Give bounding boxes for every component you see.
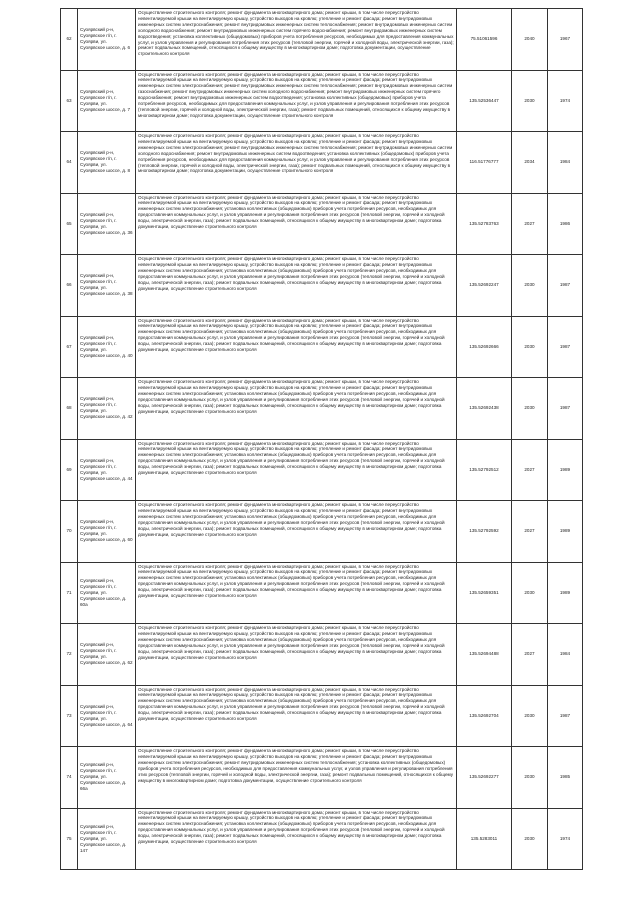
works-cell: Осуществление строительного контроля; ремонт фундамента многоквартирного дома; ремонт крыши, в том числе переустройство невентилируемой крыши на вентилируемую крышу, устройство выходов на кровлю; утепление и ремонт фасада; ремонт внутридомовых инженерных систем электроснабжения; установка коллективных (общедомовых) приборов учета потребления ресурсов, необходимых для предоставления коммунальных услуг, и узлов управления и регулирования потребления этих ресурсов (тепловой энергии, горячей и холодной воды, электрической энергии, газа); ремонт подвальных помещений, относящихся к общему имуществу в многоквартирном доме; подготовка документации, осуществление строительного контроля — [136, 501, 457, 563]
built-year-cell: 1984 — [548, 132, 583, 194]
address-cell: Суоярвский р-н, Суоярвское г/п, г. Суоярви, ул. Суоярвское шоссе, д. 38 — [78, 255, 136, 317]
works-cell: Осуществление строительного контроля; ремонт фундамента многоквартирного дома; ремонт крыши, в том числе переустройство невентилируемой крыши на вентилируемую крышу, устройство выходов на кровлю; утепление и ремонт фасада; ремонт внутридомовых инженерных систем электроснабжения; ремонт внутридомовых инженерных систем теплоснабжения; ремонт внутридомовых инженерных систем холодного водоснабжения; ремонт внутридомовых инженерных систем горячего водоснабжения; ремонт внутридомовых инженерных систем водоотведения; установка коллективных (общедомовых) приборов учета потребления ресурсов, необходимых для предоставления коммунальных услуг, и узлов управления и регулирования потребления этих ресурсов (тепловой энергии, горячей и холодной воды, электрической энергии, газа); ремонт подвальных помещений, относящихся к общему имуществу в многоквартирном доме; подготовка документации, осуществление строительного контроля — [136, 9, 457, 71]
row-number: 73 — [61, 685, 78, 747]
row-number: 69 — [61, 439, 78, 501]
works-cell: Осуществление строительного контроля; ремонт фундамента многоквартирного дома; ремонт крыши, в том числе переустройство невентилируемой крыши на вентилируемую крышу, устройство выходов на кровлю; утепление и ремонт фасада; ремонт внутридомовых инженерных систем электроснабжения; ремонт внутридомовых инженерных систем теплоснабжения; установка коллективных (общедомовых) приборов учета потребления ресурсов, необходимых для предоставления коммунальных услуг, и узлов управления и регулирования потребления этих ресурсов (тепловой энергии, горячей и холодной воды, электрической энергии, газа); ремонт подвальных помещений, относящихся к общему имуществу в многоквартирном доме; подготовка документации, осуществление строительного контроля — [136, 747, 457, 809]
address-cell: Суоярвский р-н, Суоярвское г/п, г. Суоярви, ул. Суоярвское шоссе, д. 62 — [78, 624, 136, 686]
value-cell: 135.52692704 — [457, 685, 512, 747]
planned-year-cell: 2027 — [512, 501, 548, 563]
value-cell: 135.52692438 — [457, 378, 512, 440]
built-year-cell: 1989 — [548, 562, 583, 624]
value-cell: 135.52694488 — [457, 624, 512, 686]
works-cell: Осуществление строительного контроля; ремонт фундамента многоквартирного дома; ремонт крыши, в том числе переустройство невентилируемой крыши на вентилируемую крышу, устройство выходов на кровлю; утепление и ремонт фасада; ремонт внутридомовых инженерных систем электроснабжения; установка коллективных (общедомовых) приборов учета потребления ресурсов, необходимых для предоставления коммунальных услуг, и узлов управления и регулирования потребления этих ресурсов (тепловой энергии, горячей и холодной воды, электрической энергии, газа); ремонт подвальных помещений, относящихся к общему имуществу в многоквартирном доме; подготовка документации, осуществление строительного контроля — [136, 378, 457, 440]
built-year-cell: 1987 — [548, 378, 583, 440]
planned-year-cell: 2030 — [512, 70, 548, 132]
works-cell: Осуществление строительного контроля; ремонт фундамента многоквартирного дома; ремонт крыши, в том числе переустройство невентилируемой крыши на вентилируемую крышу, устройство выходов на кровлю; утепление и ремонт фасада; ремонт внутридомовых инженерных систем электроснабжения; установка коллективных (общедомовых) приборов учета потребления ресурсов, необходимых для предоставления коммунальных услуг, и узлов управления и регулирования потребления этих ресурсов (тепловой энергии, горячей и холодной воды, электрической энергии, газа); ремонт подвальных помещений, относящихся к общему имуществу в многоквартирном доме; подготовка документации, осуществление строительного контроля — [136, 316, 457, 378]
table-row — [61, 193, 583, 255]
value-cell: 135.5283011 — [457, 808, 512, 870]
value-cell: 135.52783763 — [457, 193, 512, 255]
built-year-cell: 1987 — [548, 685, 583, 747]
built-year-cell: 1967 — [548, 9, 583, 71]
row-number: 66 — [61, 255, 78, 317]
address-cell: Суоярвский р-н, Суоярвское г/п, г. Суоярви, ул. Суоярвское шоссе, д. 60а — [78, 562, 136, 624]
address-cell: Суоярвский р-н, Суоярвское г/п, г. Суоярви, ул. Суоярвское шоссе, д. 6 — [78, 9, 136, 71]
planned-year-cell: 2030 — [512, 685, 548, 747]
value-cell: 135.52692277 — [457, 747, 512, 809]
built-year-cell: 1974 — [548, 70, 583, 132]
value-cell: 135.52792512 — [457, 439, 512, 501]
row-number: 65 — [61, 193, 78, 255]
value-cell: 135.52692247 — [457, 255, 512, 317]
value-cell: 116.51776777 — [457, 132, 512, 194]
works-cell: Осуществление строительного контроля; ремонт фундамента многоквартирного дома; ремонт крыши, в том числе переустройство невентилируемой крыши на вентилируемую крышу, устройство выходов на кровлю; утепление и ремонт фасада; ремонт внутридомовых инженерных систем электроснабжения; ремонт внутридомовых инженерных систем теплоснабжения; ремонт внутридомовых инженерных систем газоснабжения; ремонт внутридомовых инженерных систем холодного водоснабжения; ремонт внутридомовых инженерных систем горячего водоснабжения; ремонт внутридомовых инженерных систем водоотведения; установка коллективных (общедомовых) приборов учета потребления ресурсов, необходимых для предоставления коммунальных услуг, и узлов управления и регулирования потребления этих ресурсов (тепловой энергии, горячей и холодной воды, электрической энергии, газа); ремонт подвальных помещений, относящихся к общему имуществу в многоквартирном доме; подготовка документации, осуществление строительного контроля — [136, 70, 457, 132]
table-row — [61, 70, 583, 132]
value-cell: 135.52659351 — [457, 562, 512, 624]
table-row — [61, 747, 583, 809]
value-cell: 135.52792592 — [457, 501, 512, 563]
built-year-cell: 1985 — [548, 747, 583, 809]
built-year-cell: 1989 — [548, 501, 583, 563]
works-cell: Осуществление строительного контроля; ремонт фундамента многоквартирного дома; ремонт крыши, в том числе переустройство невентилируемой крыши на вентилируемую крышу, устройство выходов на кровлю; утепление и ремонт фасада; ремонт внутридомовых инженерных систем электроснабжения; установка коллективных (общедомовых) приборов учета потребления ресурсов, необходимых для предоставления коммунальных услуг, и узлов управления и регулирования потребления этих ресурсов (тепловой энергии, горячей и холодной воды, электрической энергии, газа); ремонт подвальных помещений, относящихся к общему имуществу в многоквартирном доме; подготовка документации, осуществление строительного контроля — [136, 255, 457, 317]
address-cell: Суоярвский р-н, Суоярвское г/п, г. Суоярви, ул. Суоярвское шоссе, д. 60 — [78, 501, 136, 563]
row-number: 72 — [61, 624, 78, 686]
table-row — [61, 255, 583, 317]
address-cell: Суоярвский р-н, Суоярвское г/п, г. Суоярви, ул. Суоярвское шоссе, д. 42 — [78, 378, 136, 440]
table-row — [61, 562, 583, 624]
row-number: 63 — [61, 70, 78, 132]
row-number: 71 — [61, 562, 78, 624]
address-cell: Суоярвский р-н, Суоярвское г/п, г. Суоярви, ул. Суоярвское шоссе, д. 8 — [78, 132, 136, 194]
address-cell: Суоярвский р-н, Суоярвское г/п, г. Суоярви, ул. Суоярвское шоссе, д. 64 — [78, 685, 136, 747]
works-cell: Осуществление строительного контроля; ремонт фундамента многоквартирного дома; ремонт крыши, в том числе переустройство невентилируемой крыши на вентилируемую крышу, устройство выходов на кровлю; утепление и ремонт фасада; ремонт внутридомовых инженерных систем электроснабжения; установка коллективных (общедомовых) приборов учета потребления ресурсов, необходимых для предоставления коммунальных услуг, и узлов управления и регулирования потребления этих ресурсов (тепловой энергии, горячей и холодной воды, электрической энергии, газа); ремонт подвальных помещений, относящихся к общему имуществу в многоквартирном доме; подготовка документации, осуществление строительного контроля — [136, 685, 457, 747]
repair-program-table — [60, 8, 583, 870]
built-year-cell: 1987 — [548, 255, 583, 317]
table-row — [61, 501, 583, 563]
address-cell: Суоярвский р-н, Суоярвское г/п, г. Суоярви, ул. Суоярвское шоссе, д. 40 — [78, 316, 136, 378]
row-number: 74 — [61, 747, 78, 809]
value-cell: 135.52692666 — [457, 316, 512, 378]
table-row — [61, 439, 583, 501]
planned-year-cell: 2027 — [512, 439, 548, 501]
planned-year-cell: 2027 — [512, 193, 548, 255]
address-cell: Суоярвский р-н, Суоярвское г/п, г. Суоярви, ул. Суоярвское шоссе, д. 7 — [78, 70, 136, 132]
table-row — [61, 316, 583, 378]
table-row — [61, 685, 583, 747]
planned-year-cell: 2030 — [512, 316, 548, 378]
row-number: 62 — [61, 9, 78, 71]
address-cell: Суоярвский р-н, Суоярвское г/п, г. Суоярви, ул. Суоярвское шоссе, д. 66а — [78, 747, 136, 809]
table-row — [61, 9, 583, 71]
document-page — [60, 8, 582, 870]
planned-year-cell: 2040 — [512, 9, 548, 71]
planned-year-cell: 2030 — [512, 747, 548, 809]
works-cell: Осуществление строительного контроля; ремонт фундамента многоквартирного дома; ремонт крыши, в том числе переустройство невентилируемой крыши на вентилируемую крышу, устройство выходов на кровлю; утепление и ремонт фасада; ремонт внутридомовых инженерных систем электроснабжения; установка коллективных (общедомовых) приборов учета потребления ресурсов, необходимых для предоставления коммунальных услуг, и узлов управления и регулирования потребления этих ресурсов (тепловой энергии, горячей и холодной воды, электрической энергии, газа); ремонт подвальных помещений, относящихся к общему имуществу в многоквартирном доме; подготовка документации, осуществление строительного контроля — [136, 193, 457, 255]
value-cell: 75.51061596 — [457, 9, 512, 71]
row-number: 68 — [61, 378, 78, 440]
value-cell: 135.52536447 — [457, 70, 512, 132]
address-cell: Суоярвский р-н, Суоярвское г/п, г. Суоярви, ул. Суоярвское шоссе, д. 147 — [78, 808, 136, 870]
planned-year-cell: 2030 — [512, 808, 548, 870]
built-year-cell: 1984 — [548, 624, 583, 686]
planned-year-cell: 2030 — [512, 562, 548, 624]
works-cell: Осуществление строительного контроля; ремонт фундамента многоквартирного дома; ремонт крыши, в том числе переустройство невентилируемой крыши на вентилируемую крышу, устройство выходов на кровлю; утепление и ремонт фасада; ремонт внутридомовых инженерных систем электроснабжения; установка коллективных (общедомовых) приборов учета потребления ресурсов, необходимых для предоставления коммунальных услуг, и узлов управления и регулирования потребления этих ресурсов (тепловой энергии, горячей и холодной воды, электрической энергии, газа); ремонт подвальных помещений, относящихся к общему имуществу в многоквартирном доме; подготовка документации, осуществление строительного контроля — [136, 808, 457, 870]
row-number: 75 — [61, 808, 78, 870]
address-cell: Суоярвский р-н, Суоярвское г/п, г. Суоярви, ул. Суоярвское шоссе, д. 36 — [78, 193, 136, 255]
planned-year-cell: 2034 — [512, 132, 548, 194]
row-number: 70 — [61, 501, 78, 563]
planned-year-cell: 2030 — [512, 255, 548, 317]
table-row — [61, 808, 583, 870]
built-year-cell: 1986 — [548, 193, 583, 255]
planned-year-cell: 2027 — [512, 624, 548, 686]
works-cell: Осуществление строительного контроля; ремонт фундамента многоквартирного дома; ремонт крыши, в том числе переустройство невентилируемой крыши на вентилируемую крышу, устройство выходов на кровлю; утепление и ремонт фасада; ремонт внутридомовых инженерных систем электроснабжения; установка коллективных (общедомовых) приборов учета потребления ресурсов, необходимых для предоставления коммунальных услуг, и узлов управления и регулирования потребления этих ресурсов (тепловой энергии, горячей и холодной воды, электрической энергии, газа); ремонт подвальных помещений, относящихся к общему имуществу в многоквартирном доме; подготовка документации, осуществление строительного контроля — [136, 624, 457, 686]
table-row — [61, 624, 583, 686]
built-year-cell: 1987 — [548, 316, 583, 378]
table-body — [61, 9, 583, 870]
works-cell: Осуществление строительного контроля; ремонт фундамента многоквартирного дома; ремонт крыши, в том числе переустройство невентилируемой крыши на вентилируемую крышу, устройство выходов на кровлю; утепление и ремонт фасада; ремонт внутридомовых инженерных систем электроснабжения; установка коллективных (общедомовых) приборов учета потребления ресурсов, необходимых для предоставления коммунальных услуг, и узлов управления и регулирования потребления этих ресурсов (тепловой энергии, горячей и холодной воды, электрической энергии, газа); ремонт подвальных помещений, относящихся к общему имуществу в многоквартирном доме; подготовка документации, осуществление строительного контроля — [136, 562, 457, 624]
works-cell: Осуществление строительного контроля; ремонт фундамента многоквартирного дома; ремонт крыши, в том числе переустройство невентилируемой крыши на вентилируемую крышу, устройство выходов на кровлю; утепление и ремонт фасада; ремонт внутридомовых инженерных систем электроснабжения; ремонт внутридомовых инженерных систем теплоснабжения; ремонт внутридомовых инженерных систем холодного водоснабжения; ремонт внутридомовых инженерных систем водоотведения; установка коллективных (общедомовых) приборов учета потребления ресурсов, необходимых для предоставления коммунальных услуг, и узлов управления и регулирования потребления этих ресурсов (тепловой энергии, горячей и холодной воды, электрической энергии, газа); ремонт подвальных помещений, относящихся к общему имуществу в многоквартирном доме; подготовка документации, осуществление строительного контроля — [136, 132, 457, 194]
row-number: 67 — [61, 316, 78, 378]
row-number: 64 — [61, 132, 78, 194]
planned-year-cell: 2030 — [512, 378, 548, 440]
works-cell: Осуществление строительного контроля; ремонт фундамента многоквартирного дома; ремонт крыши, в том числе переустройство невентилируемой крыши на вентилируемую крышу, устройство выходов на кровлю; утепление и ремонт фасада; ремонт внутридомовых инженерных систем электроснабжения; установка коллективных (общедомовых) приборов учета потребления ресурсов, необходимых для предоставления коммунальных услуг, и узлов управления и регулирования потребления этих ресурсов (тепловой энергии, горячей и холодной воды, электрической энергии, газа); ремонт подвальных помещений, относящихся к общему имуществу в многоквартирном доме; подготовка документации, осуществление строительного контроля — [136, 439, 457, 501]
address-cell: Суоярвский р-н, Суоярвское г/п, г. Суоярви, ул. Суоярвское шоссе, д. 44 — [78, 439, 136, 501]
table-row — [61, 378, 583, 440]
built-year-cell: 1989 — [548, 439, 583, 501]
built-year-cell: 1974 — [548, 808, 583, 870]
table-row — [61, 132, 583, 194]
